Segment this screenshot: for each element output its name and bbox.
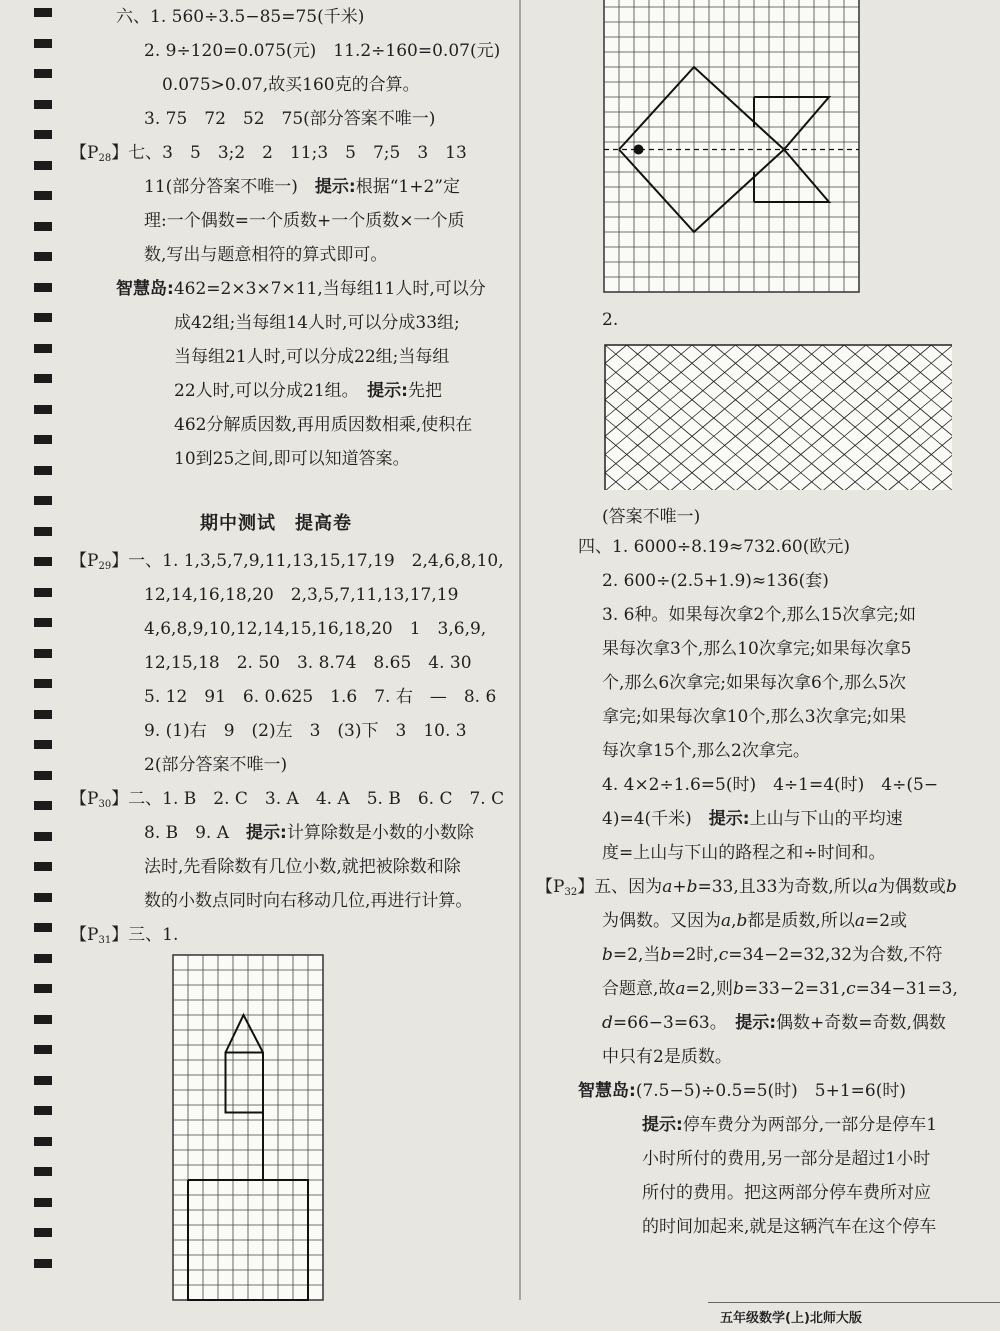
right-line: 所付的费用。把这两部分停车费所对应	[642, 1183, 931, 1203]
left-line: 【P28】七、3 5 3;2 2 11;3 5 7;5 3 13	[70, 143, 467, 164]
left-line: 8. B 9. A 提示:计算除数是小数的小数除	[144, 823, 474, 843]
left-line: 462分解质因数,再用质因数相乘,使积在	[174, 415, 473, 435]
binding-hole	[34, 374, 52, 383]
left-column	[70, 0, 510, 952]
binding-hole	[34, 893, 52, 902]
binding-hole	[34, 100, 52, 109]
binding-hole	[34, 1228, 52, 1237]
binding-hole	[34, 527, 52, 536]
left-line	[70, 476, 510, 510]
right-line: 每次拿15个,那么2次拿完。	[602, 741, 810, 761]
binding-hole	[34, 984, 52, 993]
left-line: 理:一个偶数=一个质数+一个质数×一个质	[144, 211, 465, 231]
left-line: 法时,先看除数有几位小数,就把被除数和除	[144, 857, 461, 877]
left-line: 成42组;当每组14人时,可以分成33组;	[174, 313, 460, 333]
binding-hole	[34, 679, 52, 688]
binding-hole	[34, 710, 52, 719]
right-line: 小时所付的费用,另一部分是超过1小时	[642, 1149, 931, 1169]
left-line: 12,14,16,18,20 2,3,5,7,11,13,17,19	[144, 585, 459, 605]
left-line: 3. 75 72 52 75(部分答案不唯一)	[144, 109, 436, 129]
footer-text: 五年级数学(上)北师大版	[720, 1311, 862, 1326]
binding-hole	[34, 191, 52, 200]
right-line: 4. 4×2÷1.6=5(时) 4÷1=4(时) 4÷(5−	[602, 775, 939, 795]
binding-hole	[34, 1198, 52, 1207]
binding-hole	[34, 344, 52, 353]
right-line: 2. 600÷(2.5+1.9)≈136(套)	[602, 571, 829, 591]
right-line: 合题意,故a=2,则b=33−2=31,c=34−31=3,	[602, 979, 958, 999]
right-line: 智慧岛:(7.5−5)÷0.5=5(时) 5+1=6(时)	[578, 1081, 906, 1101]
left-line: 9. (1)右 9 (2)左 3 (3)下 3 10. 3	[144, 721, 467, 741]
left-line: 2. 9÷120=0.075(元) 11.2÷160=0.07(元)	[144, 41, 501, 61]
right-line: 拿完;如果每次拿10个,那么3次拿完;如果	[602, 707, 907, 727]
answer-note: (答案不唯一)	[602, 507, 701, 527]
left-line: 六、1. 560÷3.5−85=75(千米)	[116, 7, 365, 27]
left-line: 【P31】三、1.	[70, 925, 179, 946]
star-pattern-grid	[604, 344, 952, 490]
right-column	[536, 530, 978, 1244]
binding-hole	[34, 39, 52, 48]
binding-hole	[34, 1106, 52, 1115]
left-line: 5. 12 91 6. 0.625 1.6 7. 右 — 8. 6	[144, 687, 497, 707]
section-title: 期中测试 提高卷	[200, 513, 352, 534]
left-line: 10到25之间,即可以知道答案。	[174, 449, 410, 469]
right-line: 提示:停车费分为两部分,一部分是停车1	[642, 1115, 938, 1135]
left-line: 数的小数点同时向右移动几位,再进行计算。	[144, 891, 473, 911]
binding-hole	[34, 1015, 52, 1024]
binding-hole	[34, 1045, 52, 1054]
binding-hole	[34, 557, 52, 566]
right-line: 的时间加起来,就是这辆汽车在这个停车	[642, 1217, 937, 1237]
binding-hole	[34, 161, 52, 170]
binding-hole	[34, 222, 52, 231]
left-line: 数,写出与题意相符的算式即可。	[144, 245, 388, 265]
page-footer	[708, 1302, 1000, 1331]
binding-hole	[34, 1137, 52, 1146]
house-grid-figure	[172, 954, 324, 1304]
left-line: 22人时,可以分成21组。 提示:先把	[174, 381, 442, 401]
binding-hole	[34, 1076, 52, 1085]
column-divider	[519, 0, 521, 1300]
binding-hole	[34, 69, 52, 78]
right-line: 果每次拿3个,那么10次拿完;如果每次拿5	[602, 639, 912, 659]
binding-strip	[0, 0, 60, 1326]
binding-hole	[34, 283, 52, 292]
right-line: 度=上山与下山的路程之和÷时间和。	[602, 843, 886, 863]
figure-2-label: 2.	[602, 310, 619, 330]
left-line: 当每组21人时,可以分成22组;当每组	[174, 347, 450, 367]
binding-hole	[34, 923, 52, 932]
right-line: 为偶数。又因为a,b都是质数,所以a=2或	[602, 911, 908, 931]
right-line: 个,那么6次拿完;如果每次拿6个,那么5次	[602, 673, 906, 693]
binding-hole	[34, 1259, 52, 1268]
left-line: 【P30】二、1. B 2. C 3. A 4. A 5. B 6. C 7. C	[70, 789, 505, 810]
binding-hole	[34, 801, 52, 810]
binding-hole	[34, 832, 52, 841]
right-line: 【P32】五、因为a+b=33,且33为奇数,所以a为偶数或b	[536, 877, 957, 898]
right-line: d=66−3=63。 提示:偶数+奇数=奇数,偶数	[602, 1013, 946, 1033]
binding-hole	[34, 130, 52, 139]
left-line: 【P29】一、1. 1,3,5,7,9,11,13,15,17,19 2,4,6,8,10,	[70, 551, 504, 572]
left-line: 0.075>0.07,故买160克的合算。	[162, 75, 420, 95]
left-line: 11(部分答案不唯一) 提示:根据“1+2”定	[144, 177, 460, 197]
binding-hole	[34, 954, 52, 963]
right-line: 4)=4(千米) 提示:上山与下山的平均速	[602, 809, 903, 829]
binding-hole	[34, 8, 52, 17]
binding-hole	[34, 649, 52, 658]
binding-hole	[34, 740, 52, 749]
left-line: 2(部分答案不唯一)	[144, 755, 288, 775]
binding-hole	[34, 1167, 52, 1176]
right-line: 中只有2是质数。	[602, 1047, 732, 1067]
binding-hole	[34, 771, 52, 780]
left-line: 智慧岛:462=2×3×7×11,当每组11人时,可以分	[116, 279, 486, 299]
binding-hole	[34, 496, 52, 505]
left-line: 12,15,18 2. 50 3. 8.74 8.65 4. 30	[144, 653, 472, 673]
binding-hole	[34, 313, 52, 322]
binding-hole	[34, 405, 52, 414]
binding-hole	[34, 588, 52, 597]
right-line: 3. 6种。如果每次拿2个,那么15次拿完;如	[602, 605, 917, 625]
right-line: 四、1. 6000÷8.19≈732.60(欧元)	[578, 537, 850, 557]
binding-hole	[34, 618, 52, 627]
fish-grid-figure	[600, 0, 860, 300]
left-line: 4,6,8,9,10,12,14,15,16,18,20 1 3,6,9,	[144, 619, 487, 639]
binding-hole	[34, 862, 52, 871]
right-line: b=2,当b=2时,c=34−2=32,32为合数,不符	[602, 945, 943, 965]
binding-hole	[34, 252, 52, 261]
binding-hole	[34, 466, 52, 475]
binding-hole	[34, 435, 52, 444]
